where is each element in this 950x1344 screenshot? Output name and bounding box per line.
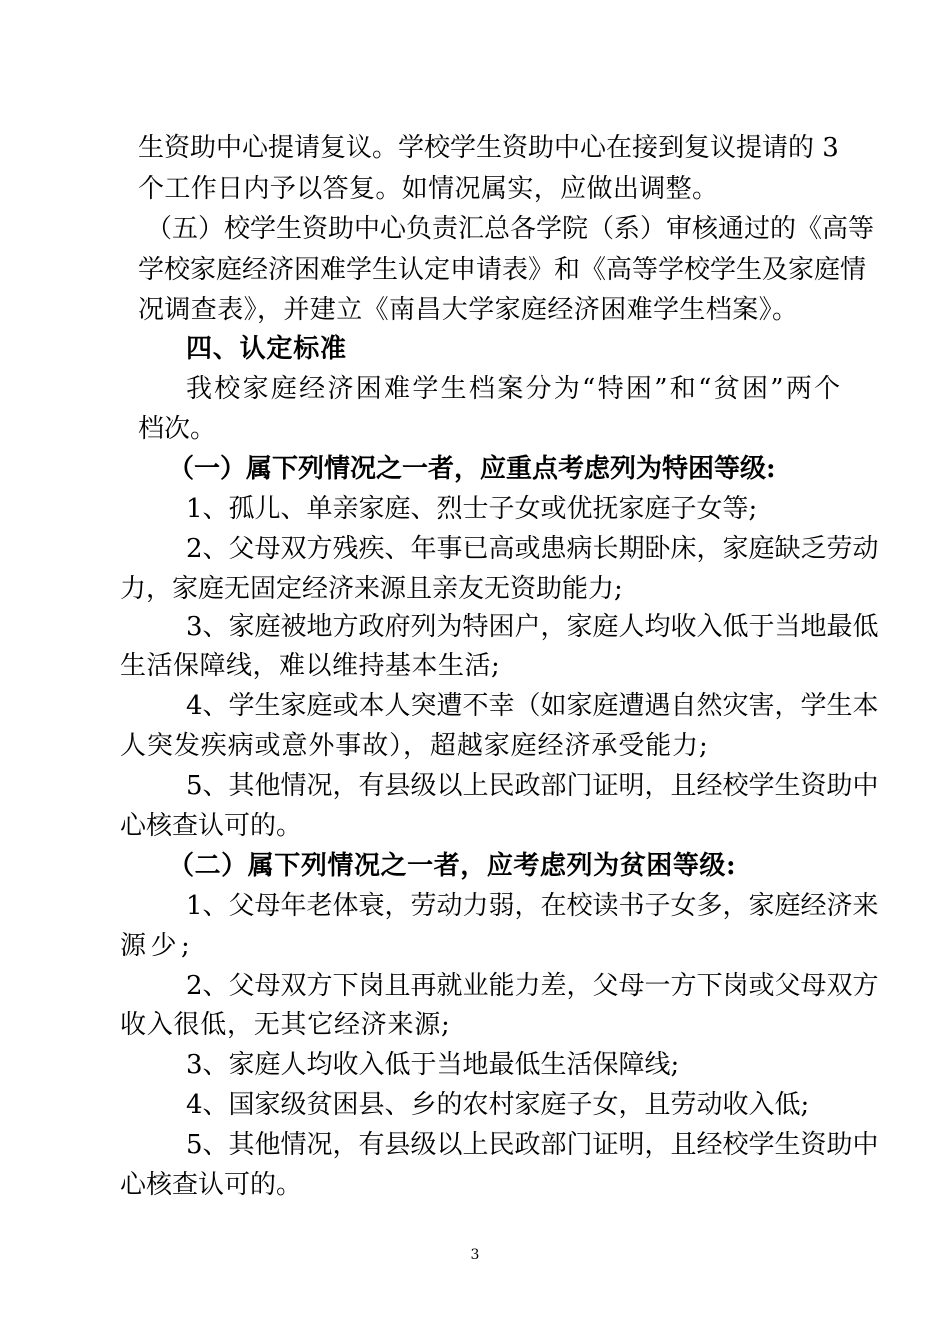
list-item-continuation: 收入很低，无其它经济来源;: [120, 1010, 451, 1040]
list-item: 1、孤儿、单亲家庭、烈士子女或优抚家庭子女等;: [186, 494, 758, 524]
subsection-heading: （二）属下列情况之一者，应考虑列为贫困等级:: [168, 851, 737, 881]
list-item: 3、家庭被地方政府列为特困户，家庭人均收入低于当地最低: [186, 612, 879, 642]
paragraph-line: （五）校学生资助中心负责汇总各学院（系）审核通过的《高等: [146, 214, 875, 244]
paragraph-line: 个工作日内予以答复。如情况属实，应做出调整。: [138, 174, 719, 204]
list-item: 2、父母双方下岗且再就业能力差，父母一方下岗或父母双方: [186, 971, 879, 1001]
page-number: 3: [470, 1247, 480, 1263]
list-item-continuation: 源少;: [120, 931, 195, 961]
list-item-continuation: 生活保障线，难以维持基本生活;: [120, 651, 501, 681]
list-item: 1、父母年老体衰，劳动力弱，在校读书子女多，家庭经济来: [186, 891, 879, 921]
section-heading: 四、认定标准: [186, 334, 347, 364]
list-item-continuation: 心核查认可的。: [120, 811, 303, 841]
list-item: 5、其他情况，有县级以上民政部门证明，且经校学生资助中: [186, 771, 879, 801]
list-item-continuation: 力，家庭无固定经济来源且亲友无资助能力;: [120, 574, 623, 604]
list-item: 4、学生家庭或本人突遭不幸（如家庭遭遇自然灾害，学生本: [186, 691, 879, 721]
paragraph-line: 我校家庭经济困难学生档案分为“特困”和“贫困”两个: [186, 374, 843, 404]
list-item-continuation: 心核查认可的。: [120, 1170, 303, 1200]
list-item: 4、国家级贫困县、乡的农村家庭子女，且劳动收入低;: [186, 1090, 810, 1120]
list-item: 2、父母双方残疾、年事已高或患病长期卧床，家庭缺乏劳动: [186, 534, 879, 564]
paragraph-line: 况调查表》，并建立《南昌大学家庭经济困难学生档案》。: [138, 295, 799, 325]
paragraph-line: 学校家庭经济困难学生认定申请表》和《高等学校学生及家庭情: [138, 255, 867, 285]
list-item: 3、家庭人均收入低于当地最低生活保障线;: [186, 1050, 680, 1080]
list-item-continuation: 人突发疾病或意外事故），超越家庭经济承受能力;: [120, 731, 709, 761]
paragraph-line: 档次。: [138, 414, 217, 444]
subsection-heading: （一）属下列情况之一者，应重点考虑列为特困等级:: [168, 454, 776, 484]
paragraph-line: 生资助中心提请复议。学校学生资助中心在接到复议提请的 3: [138, 133, 839, 163]
list-item: 5、其他情况，有县级以上民政部门证明，且经校学生资助中: [186, 1130, 879, 1160]
